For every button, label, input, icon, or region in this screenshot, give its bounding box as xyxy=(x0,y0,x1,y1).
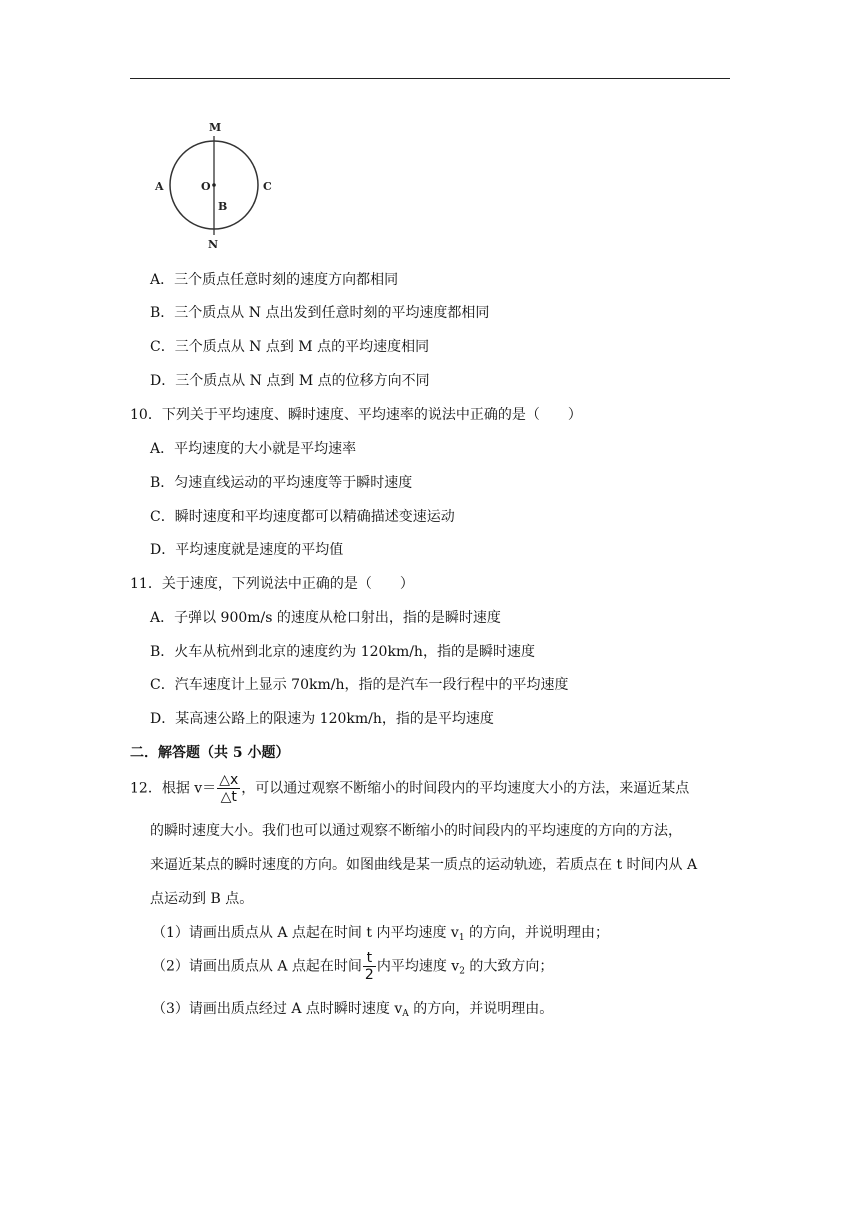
q10-option-d: D．平均速度就是速度的平均值 xyxy=(150,542,344,558)
q11-option-d: D．某高速公路上的限速为 120km/h，指的是平均速度 xyxy=(150,711,494,727)
q12-line-4: 点运动到 B 点。 xyxy=(150,891,254,907)
header-rule xyxy=(130,78,730,79)
sub2-text: （2）请画出质点从 A 点起在时间 xyxy=(152,958,362,975)
sub2-text-end: 的大致方向； xyxy=(464,958,554,975)
q12-line-2: 的瞬时速度大小。我们也可以通过观察不断缩小的时间段内的平均速度的方向的方法， xyxy=(150,823,682,839)
q12-subquestion-1 xyxy=(152,923,609,943)
label-b: B xyxy=(218,200,228,213)
q12-prefix: 12．根据 v＝ xyxy=(130,780,217,797)
sub1-text-end: 的方向，并说明理由； xyxy=(464,925,609,941)
sub3-subscript: A xyxy=(402,1009,409,1019)
fraction-numerator: △x xyxy=(219,772,239,788)
center-point-o xyxy=(212,183,216,187)
q10-option-a: A．平均速度的大小就是平均速率 xyxy=(150,441,357,457)
label-c: C xyxy=(263,180,272,193)
label-a: A xyxy=(155,180,164,193)
sub3-text-end: 的方向，并说明理由。 xyxy=(408,1001,554,1017)
section-heading: 二．解答题（共 5 小题） xyxy=(130,745,290,761)
q11-stem: 11．关于速度，下列说法中正确的是（ ） xyxy=(130,576,414,592)
half-t-fraction xyxy=(363,950,376,983)
q12-subquestion-2 xyxy=(152,950,553,983)
half-t-denominator: 2 xyxy=(364,967,374,983)
q10-option-c: C．瞬时速度和平均速度都可以精确描述变速运动 xyxy=(150,509,455,525)
sub3-text: （3）请画出质点经过 A 点时瞬时速度 v xyxy=(152,1001,403,1017)
fraction-denominator: △t xyxy=(217,788,240,805)
q9-option-a: A．三个质点任意时刻的速度方向都相同 xyxy=(150,272,399,288)
q12-line-3: 来逼近某点的瞬时速度的方向。如图曲线是某一质点的运动轨迹，若质点在 t 时间内从 A xyxy=(150,857,698,873)
sub1-subscript: 1 xyxy=(458,933,465,943)
sub2-subscript: 2 xyxy=(459,966,465,977)
label-m: M xyxy=(209,121,222,134)
circle-figure xyxy=(148,118,278,250)
sub1-text: （1）请画出质点从 A 点起在时间 t 内平均速度 v xyxy=(152,925,459,941)
half-t-numerator: t xyxy=(366,950,373,966)
q9-option-b: B．三个质点从 N 点出发到任意时刻的平均速度都相同 xyxy=(150,305,490,321)
q9-option-d: D．三个质点从 N 点到 M 点的位移方向不同 xyxy=(150,373,430,389)
label-o: O xyxy=(201,180,211,193)
q10-stem: 10．下列关于平均速度、瞬时速度、平均速率的说法中正确的是（ ） xyxy=(130,407,582,423)
label-n: N xyxy=(208,238,219,250)
q12-stem xyxy=(130,772,689,805)
delta-fraction xyxy=(217,772,240,805)
q12-subquestion-3 xyxy=(152,999,553,1019)
q11-option-c: C．汽车速度计上显示 70km/h，指的是汽车一段行程中的平均速度 xyxy=(150,677,569,693)
sub2-text-mid: 内平均速度 v xyxy=(376,958,460,975)
q12-stem-rest: ，可以通过观察不断缩小的时间段内的平均速度大小的方法，来逼近某点 xyxy=(241,780,690,797)
q11-option-a: A．子弹以 900m/s 的速度从枪口射出，指的是瞬时速度 xyxy=(150,610,501,626)
q9-option-c: C．三个质点从 N 点到 M 点的平均速度相同 xyxy=(150,339,430,355)
q10-option-b: B．匀速直线运动的平均速度等于瞬时速度 xyxy=(150,475,413,491)
q11-option-b: B．火车从杭州到北京的速度约为 120km/h，指的是瞬时速度 xyxy=(150,644,535,660)
